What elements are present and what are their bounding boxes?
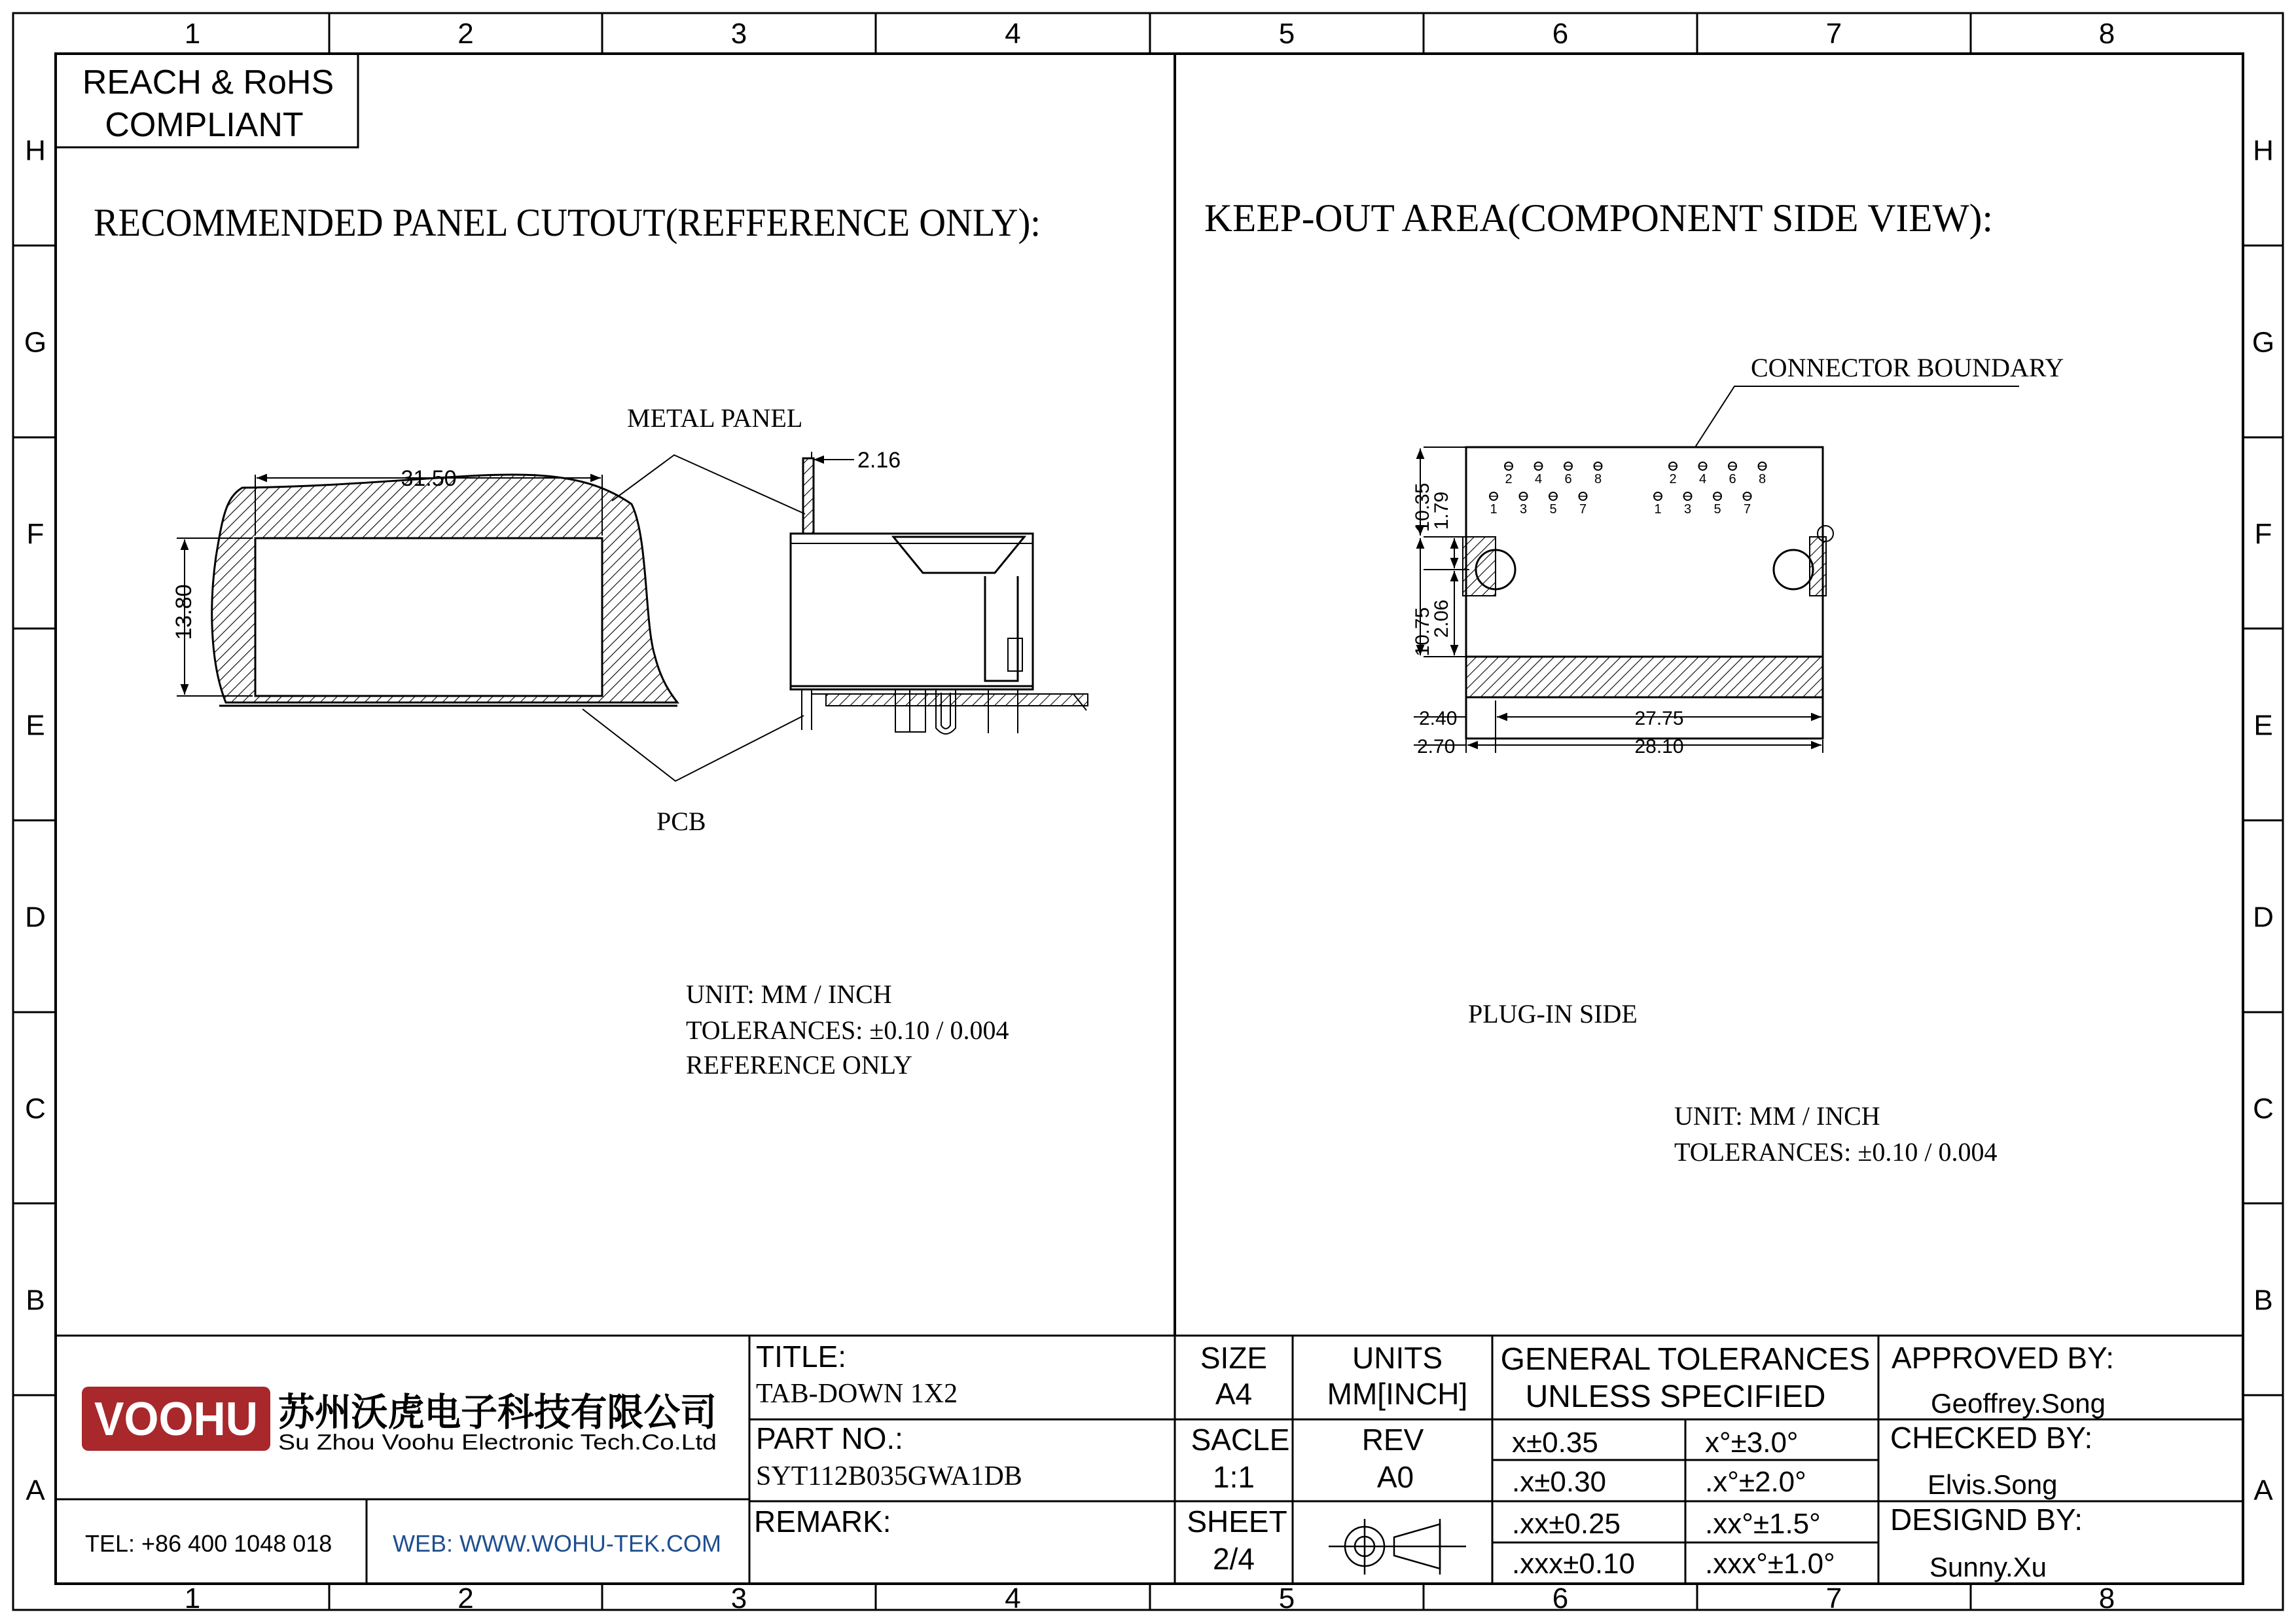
sheet-value: 2/4 (1213, 1542, 1255, 1576)
part-value: SYT112B035GWA1DB (756, 1461, 1022, 1491)
zone-row-right-B: B (2253, 1284, 2273, 1317)
compliance-line2: COMPLIANT (105, 106, 304, 144)
zone-col-bot-2: 2 (457, 1582, 474, 1614)
compliance-box (56, 54, 358, 147)
title-value: TAB-DOWN 1X2 (756, 1379, 958, 1409)
tolerance-label-1: GENERAL TOLERANCES (1500, 1342, 1871, 1377)
left-view-heading: RECOMMENDED PANEL CUTOUT(REFFERENCE ONLY): (94, 201, 1041, 244)
zone-row-left-A: A (26, 1474, 45, 1506)
pin-label: 4 (1698, 472, 1707, 486)
dim-1-79: 1.79 (1431, 491, 1452, 530)
left-notes (686, 979, 1009, 1080)
pin-label: 5 (1713, 502, 1721, 517)
scale-value: 1:1 (1213, 1460, 1255, 1494)
zone-col-top-7: 7 (1825, 18, 1842, 50)
zone-row-left-F: F (26, 518, 45, 550)
dim-10-35: 10.35 (1412, 483, 1433, 532)
zone-row-right-C: C (2253, 1093, 2274, 1125)
pin-label: 5 (1549, 502, 1557, 517)
zone-col-top-6: 6 (1552, 18, 1569, 50)
approved-value: Geoffrey.Song (1931, 1388, 2106, 1419)
zone-row-left-H: H (25, 134, 46, 167)
rev-label: REV (1361, 1423, 1424, 1457)
svg-text:UNIT: MM / INCH: UNIT: MM / INCH (686, 979, 892, 1009)
linear-tolerance: .x±0.30 (1512, 1466, 1607, 1498)
linear-tolerance: .xxx±0.10 (1512, 1548, 1636, 1580)
size-label: SIZE (1200, 1341, 1268, 1375)
zone-col-bot-1: 1 (184, 1582, 201, 1614)
logo-text: VOOHU (94, 1393, 258, 1446)
checked-label: CHECKED BY: (1890, 1421, 2093, 1455)
svg-text:TOLERANCES: ±0.10 / 0.004: TOLERANCES: ±0.10 / 0.004 (1674, 1137, 1998, 1167)
first-angle-projection-icon (1329, 1519, 1466, 1575)
pin-label: 2 (1505, 472, 1513, 486)
dim-27-75: 27.75 (1634, 708, 1684, 729)
zone-row-left-E: E (26, 709, 45, 742)
website-link[interactable]: WEB: WWW.WOHU-TEK.COM (393, 1530, 721, 1557)
units-label: UNITS (1352, 1341, 1443, 1375)
zone-row-left-B: B (26, 1284, 45, 1317)
connector-footprint (1424, 447, 1833, 739)
svg-text:TOLERANCES: ±0.10 / 0.004: TOLERANCES: ±0.10 / 0.004 (686, 1015, 1009, 1045)
zone-row-right-F: F (2254, 518, 2272, 550)
angular-tolerance: x°±3.0° (1705, 1427, 1799, 1459)
pin-grid (1490, 462, 1767, 517)
zone-row-left-C: C (25, 1093, 46, 1125)
size-value: A4 (1215, 1377, 1253, 1411)
pin-label: 8 (1594, 472, 1602, 486)
zone-row-right-E: E (2253, 709, 2273, 742)
pin-label: 7 (1579, 502, 1587, 517)
company-logo (82, 1387, 270, 1451)
dim-width: 31.50 (401, 466, 457, 491)
dim-10-75: 10.75 (1412, 607, 1433, 657)
zone-row-right-D: D (2253, 901, 2274, 934)
sheet-label: SHEET (1187, 1504, 1287, 1539)
designed-value: Sunny.Xu (1929, 1552, 2047, 1582)
zone-col-top-5: 5 (1278, 18, 1295, 50)
keep-out-dimensions (1414, 448, 1823, 753)
zone-col-bot-4: 4 (1005, 1582, 1021, 1614)
zone-col-top-3: 3 (730, 18, 747, 50)
pin-label: 1 (1654, 502, 1662, 517)
metal-panel-label: METAL PANEL (627, 403, 803, 433)
right-notes (1674, 1101, 1997, 1167)
linear-tolerance: .xx±0.25 (1512, 1508, 1621, 1540)
angular-tolerance: .x°±2.0° (1705, 1466, 1806, 1498)
units-value: MM[INCH] (1327, 1377, 1468, 1411)
designed-label: DESIGND BY: (1890, 1503, 2083, 1537)
zone-col-top-1: 1 (184, 18, 201, 50)
approved-label: APPROVED BY: (1892, 1341, 2115, 1375)
tolerance-label-2: UNLESS SPECIFIED (1525, 1379, 1826, 1414)
zone-col-bot-7: 7 (1825, 1582, 1842, 1614)
remark-label: REMARK: (754, 1504, 891, 1539)
svg-text:UNIT: MM / INCH: UNIT: MM / INCH (1674, 1101, 1880, 1131)
pin-label: 3 (1683, 502, 1692, 517)
connector-side-profile (791, 452, 1088, 734)
title-block (56, 1336, 2243, 1584)
pin-label: 2 (1669, 472, 1677, 486)
zone-row-right-G: G (2251, 326, 2275, 359)
zone-col-top-2: 2 (457, 18, 474, 50)
connector-boundary-label: CONNECTOR BOUNDARY (1751, 353, 2064, 382)
scale-label: SACLE (1191, 1423, 1290, 1457)
dim-height: 13.80 (171, 584, 196, 640)
dim-panel-thickness: 2.16 (857, 448, 901, 473)
plug-in-side-label: PLUG-IN SIDE (1468, 999, 1638, 1029)
svg-text:REFERENCE ONLY: REFERENCE ONLY (686, 1050, 912, 1080)
compliance-line1: REACH & RoHS (82, 64, 334, 101)
zone-labels (24, 18, 2274, 1614)
tolerance-grid (1512, 1427, 1835, 1580)
metal-panel (212, 475, 677, 702)
pin-label: 7 (1743, 502, 1751, 517)
pin-label: 6 (1564, 472, 1572, 486)
zone-row-right-A: A (2253, 1474, 2273, 1506)
company-name-cn: 苏州沃虎电子科技有限公司 (278, 1391, 717, 1434)
dim-2-40: 2.40 (1419, 708, 1458, 729)
pin-label: 3 (1519, 502, 1528, 517)
dim-2-06: 2.06 (1431, 599, 1452, 638)
panel-cutout-view (94, 201, 1088, 1080)
zone-row-right-H: H (2253, 134, 2274, 167)
rev-value: A0 (1376, 1460, 1414, 1494)
zone-col-bot-5: 5 (1278, 1582, 1295, 1614)
angular-tolerance: .xx°±1.5° (1705, 1508, 1821, 1540)
linear-tolerance: x±0.35 (1512, 1427, 1598, 1459)
checked-value: Elvis.Song (1928, 1469, 2058, 1500)
zone-row-left-D: D (25, 901, 46, 934)
pin-label: 4 (1534, 472, 1543, 486)
dim-28-10: 28.10 (1634, 736, 1684, 757)
pin-label: 1 (1490, 502, 1498, 517)
part-label: PART NO.: (756, 1421, 903, 1455)
zone-col-top-4: 4 (1005, 18, 1021, 50)
title-label: TITLE: (756, 1340, 847, 1374)
zone-col-top-8: 8 (2098, 18, 2115, 50)
company-name-en: Su Zhou Voohu Electronic Tech.Co.Ltd (278, 1430, 717, 1454)
keep-out-view (1204, 196, 2064, 1167)
pcb-label: PCB (656, 807, 706, 836)
right-view-heading: KEEP-OUT AREA(COMPONENT SIDE VIEW): (1204, 196, 1993, 240)
dim-2-70: 2.70 (1417, 736, 1456, 757)
tel: TEL: +86 400 1048 018 (85, 1530, 332, 1557)
zone-row-left-G: G (24, 326, 47, 359)
pin-label: 8 (1758, 472, 1767, 486)
zone-col-bot-8: 8 (2098, 1582, 2115, 1614)
pin-label: 6 (1729, 472, 1736, 486)
zone-col-bot-6: 6 (1552, 1582, 1569, 1614)
zone-col-bot-3: 3 (730, 1582, 747, 1614)
angular-tolerance: .xxx°±1.0° (1705, 1548, 1835, 1580)
